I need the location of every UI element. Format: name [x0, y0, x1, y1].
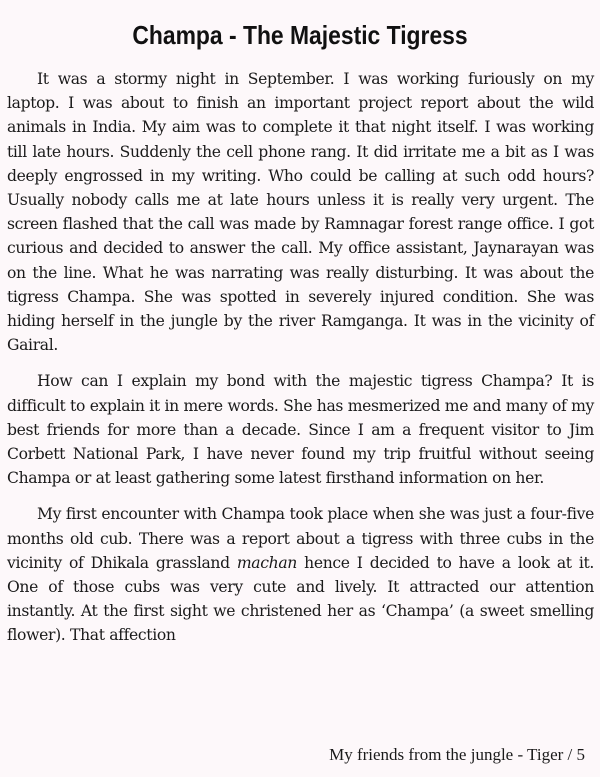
- italic-term-machan: machan: [236, 553, 297, 572]
- paragraph-2: How can I explain my bond with the majestic tigress Champa? It is difficult to explain it in mere words. She has mesmerized me and many of my best friends for more than a decade. Since I am a frequent visitor to Jim Corbett National Park, I have never found my trip fruitful without seeing Champa or at least gathering some latest firsthand information on her.: [7, 372, 594, 488]
- paragraph-1: It was a stormy night in September. I was working furiously on my laptop. I was about to finish an important project report about the wild animals in India. My aim was to complete it that night itself. I was working till late hours. Suddenly the cell phone rang. It did irritate me a bit as I was deeply engrossed in my writing. Who could be calling at such odd hours? Usually nobody calls me at late hours unless it is really very urgent. The screen flashed that the call was made by Ramnagar forest range office. I got curious and decided to answer the call. My office assistant, Jaynarayan was on the line. What he was narrating was really disturbing. It was about the tigress Champa. She was spotted in severely injured condition. She was hiding herself in the jungle by the river Ramganga. It was in the vicinity of Gairal.: [7, 70, 594, 355]
- chapter-title: Champa - The Majestic Tigress: [132, 20, 468, 50]
- paragraph-3: [7, 502, 594, 647]
- paragraph-3-text-start: My first encounter with Champa took place when she was just a four-five months old cub. There was a report about a tigress with three cubs in the vicinity of Dhikala grassland: [7, 505, 594, 572]
- page-footer: My friends from the jungle - Tiger / 5: [329, 745, 585, 764]
- chapter-body: [7, 67, 594, 660]
- paragraph-3-text-end: hence I decided to have a look at it. One of those cubs was very cute and lively. It attracted our attention instantly. At the first sight we christened her as ‘Champa’ (a sweet smelling flower). That affection: [7, 553, 594, 645]
